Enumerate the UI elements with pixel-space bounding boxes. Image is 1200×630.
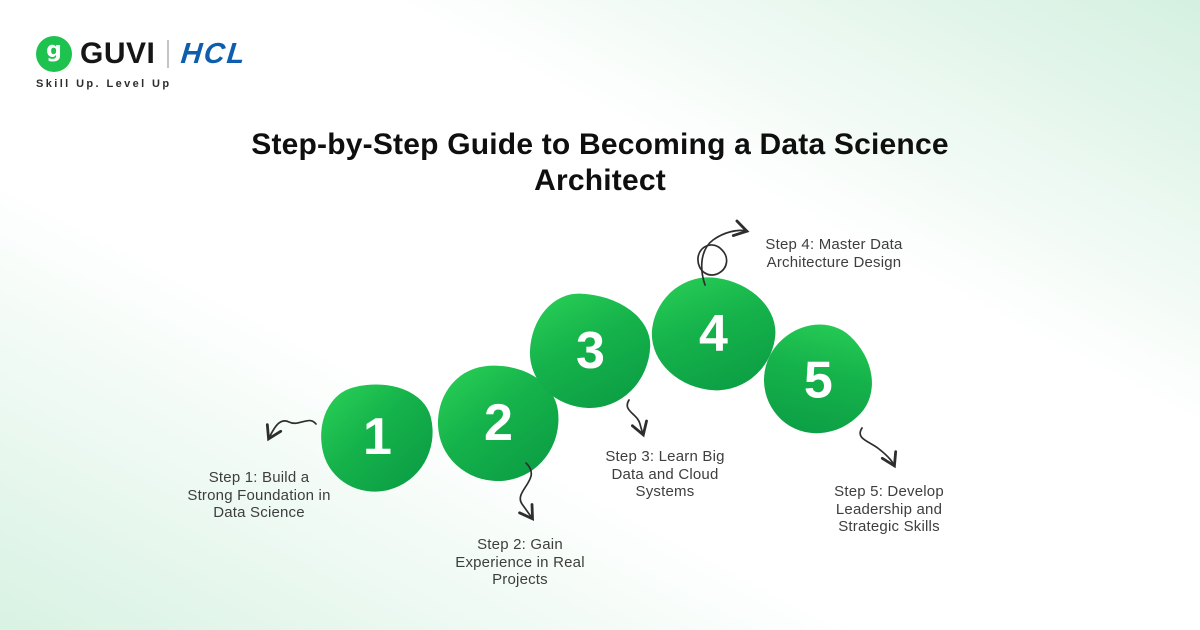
step-label-2-line-3: Projects (492, 571, 548, 588)
step-number-5: 5 (803, 350, 833, 409)
step-label-5-line-3: Strategic Skills (838, 518, 940, 535)
page-title-line-2: Architect (534, 164, 666, 197)
arrow-step-5 (860, 428, 894, 465)
guvi-wordmark: GUVI (80, 37, 156, 70)
hcl-wordmark: HCL (179, 37, 249, 70)
step-label-5-line-1: Step 5: Develop (834, 483, 944, 500)
step-label-2-line-1: Step 2: Gain (477, 536, 563, 553)
step-label-1 (154, 469, 364, 522)
step-blob-4 (645, 270, 782, 398)
step-number-2: 2 (484, 394, 513, 453)
guvi-g-glyph: g (46, 38, 62, 63)
step-label-3 (560, 448, 770, 501)
brand-tagline: Skill Up. Level Up (36, 78, 172, 90)
step-label-5 (784, 483, 994, 536)
step-label-1-line-3: Data Science (213, 504, 305, 521)
step-label-2 (415, 536, 625, 589)
step-label-5-line-2: Leadership and (835, 500, 943, 518)
logo-divider (167, 40, 169, 68)
page-title-line-1: Step-by-Step Guide to Becoming a Data Science (251, 128, 949, 161)
step-number-1: 1 (363, 408, 392, 467)
step-label-4-line-2: Architecture Design (766, 253, 902, 271)
guvi-logo-icon (36, 36, 72, 72)
arrow-step-4-loop (698, 245, 727, 275)
step-label-3-line-2: Data and Cloud (611, 465, 719, 483)
header-logo (36, 36, 247, 90)
page-title (0, 127, 1200, 199)
step-label-1-line-2: Strong Foundation in (187, 486, 331, 504)
step-label-1-line-1: Step 1: Build a (208, 469, 310, 486)
arrow-step-3 (627, 400, 643, 434)
step-label-3-line-1: Step 3: Learn Big (605, 448, 725, 465)
step-number-4: 4 (699, 304, 728, 363)
step-label-3-line-3: Systems (635, 483, 695, 500)
step-label-4 (729, 236, 939, 271)
step-label-4-line-1: Step 4: Master Data (765, 236, 903, 253)
step-number-3: 3 (575, 321, 605, 380)
step-label-2-line-2: Experience in Real (455, 553, 585, 571)
arrow-step-1 (269, 421, 316, 438)
